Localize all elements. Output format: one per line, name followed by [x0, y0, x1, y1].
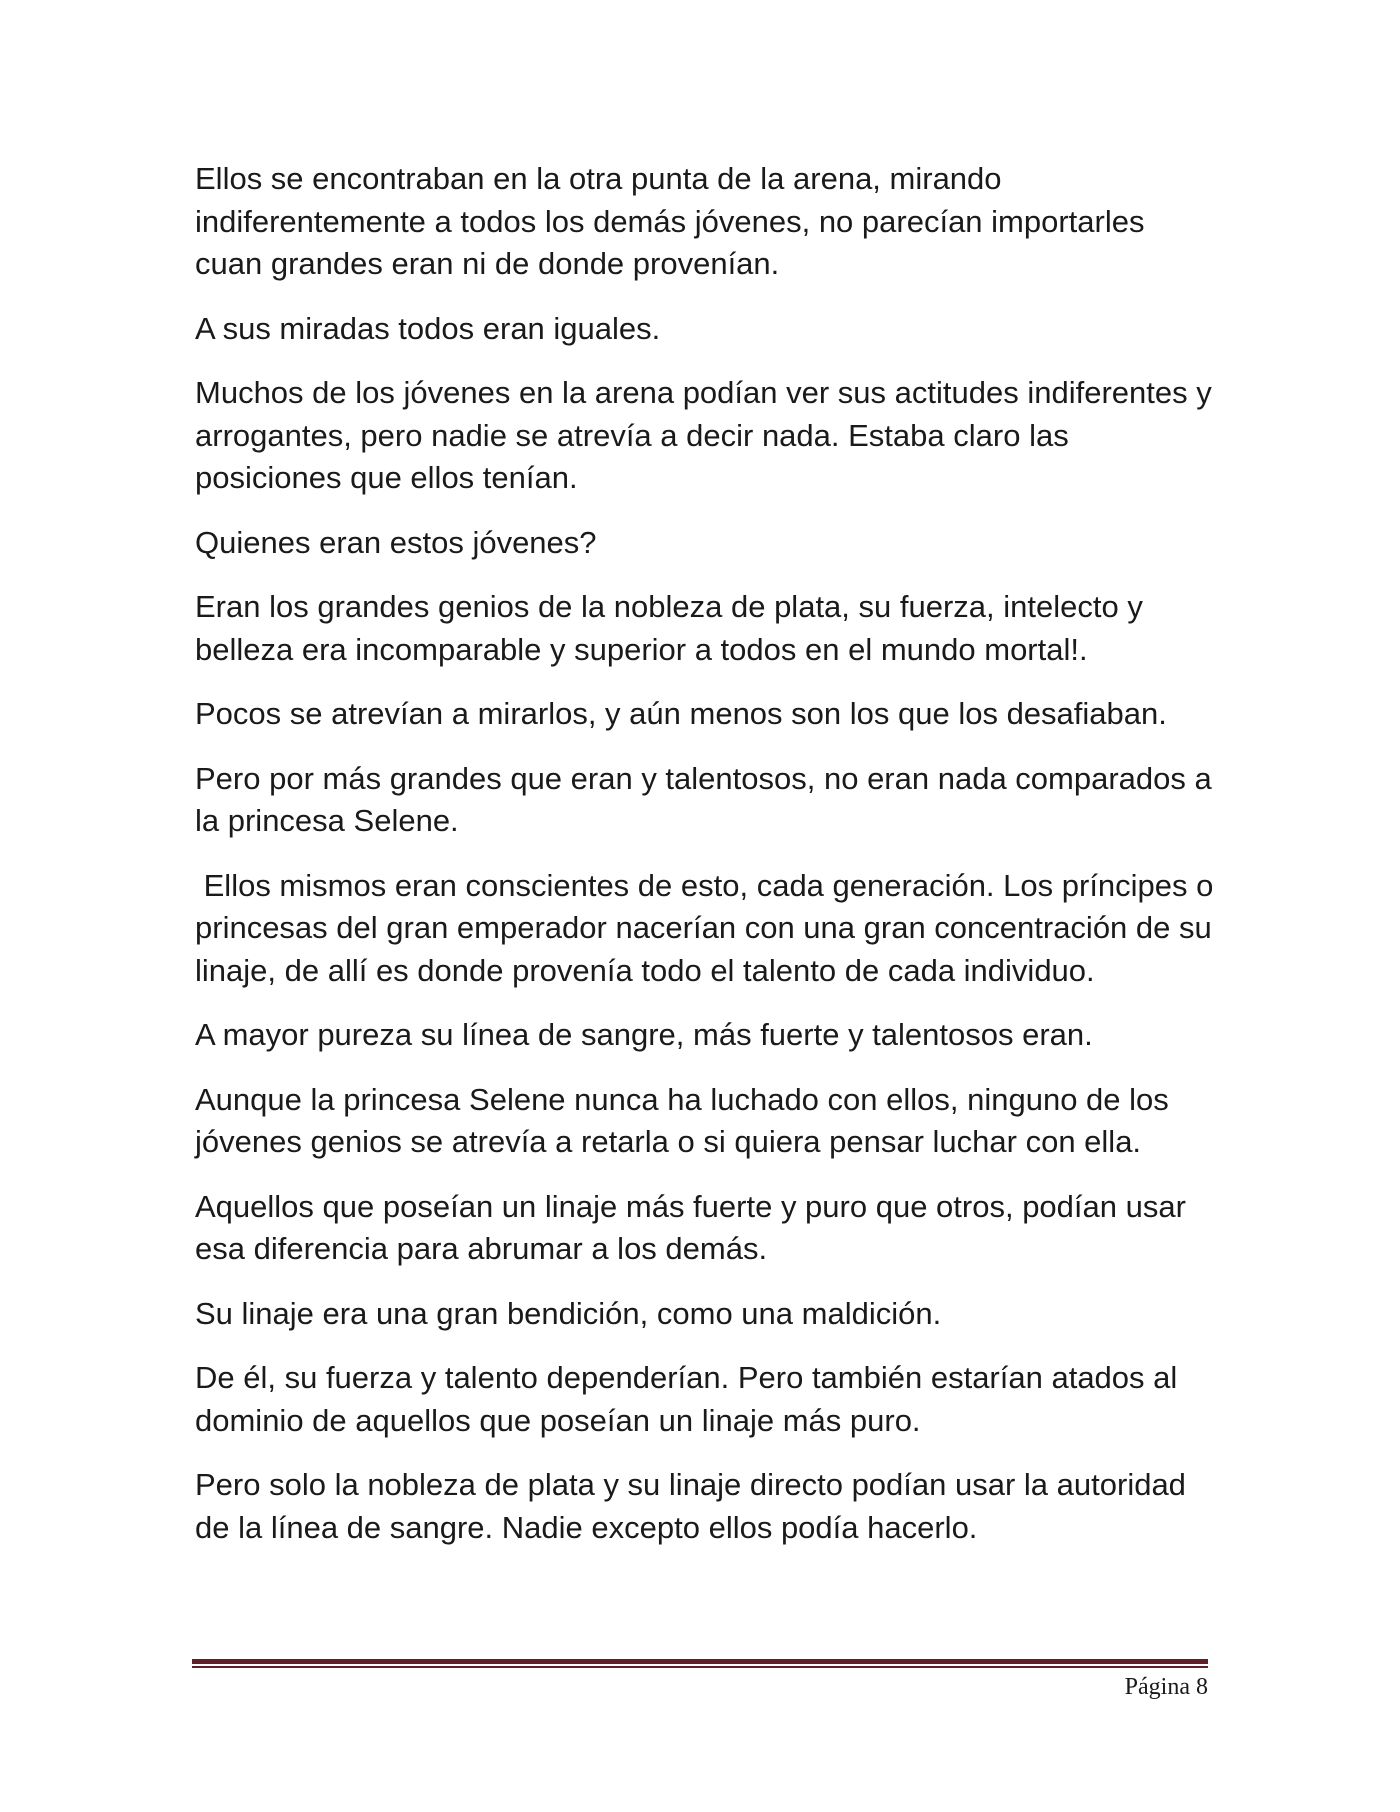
paragraph: Eran los grandes genios de la nobleza de plata, su fuerza, intelecto y belleza era incomparable y superior a todos en el mundo mortal!.: [195, 589, 1143, 667]
footer-rule: [192, 1659, 1208, 1668]
paragraph: Pero por más grandes que eran y talentosos, no eran nada comparados a la princesa Selene.: [195, 760, 1212, 838]
paragraph: Muchos de los jóvenes en la arena podían ver sus actitudes indiferentes y arrogantes, pero nadie se atrevía a decir nada. Estaba claro las posiciones que ellos tenían.: [195, 375, 1212, 495]
page-number: Página 8: [1124, 1674, 1208, 1700]
paragraph: A mayor pureza su línea de sangre, más fuerte y talentosos eran.: [195, 1017, 1093, 1052]
paragraph: Ellos se encontraban en la otra punta de la arena, mirando indiferentemente a todos los demás jóvenes, no parecían importarles cuan grandes eran ni de donde provenían.: [195, 161, 1145, 281]
paragraph: Aunque la princesa Selene nunca ha luchado con ellos, ninguno de los jóvenes genios se atrevía a retarla o si quiera pensar luchar con ella.: [195, 1081, 1169, 1159]
paragraph: A sus miradas todos eran iguales.: [195, 310, 661, 346]
paragraph: De él, su fuerza y talento dependerían. Pero también estarían atados al dominio de aquellos que poseían un linaje más puro.: [195, 1360, 1178, 1438]
paragraph: Pocos se atrevían a mirarlos, y aún menos son los que los desafiaban.: [195, 696, 1167, 731]
body-text: [195, 158, 1223, 1571]
paragraph: Su linaje era una gran bendición, como una maldición.: [195, 1295, 942, 1331]
footer-rule-thin-line: [192, 1666, 1208, 1668]
paragraph: Quienes eran estos jóvenes?: [195, 524, 597, 560]
paragraph: Ellos mismos eran conscientes de esto, cada generación. Los príncipes o princesas del gran emperador nacerían con una gran concentración de su linaje, de allí es donde provenía todo el talento de cada individuo.: [195, 867, 1223, 988]
footer-rule-thick-line: [192, 1659, 1208, 1664]
paragraph: Aquellos que poseían un linaje más fuerte y puro que otros, podían usar esa diferencia para abrumar a los demás.: [195, 1188, 1186, 1266]
paragraph: Pero solo la nobleza de plata y su linaje directo podían usar la autoridad de la línea de sangre. Nadie excepto ellos podía hacerlo.: [195, 1467, 1186, 1545]
